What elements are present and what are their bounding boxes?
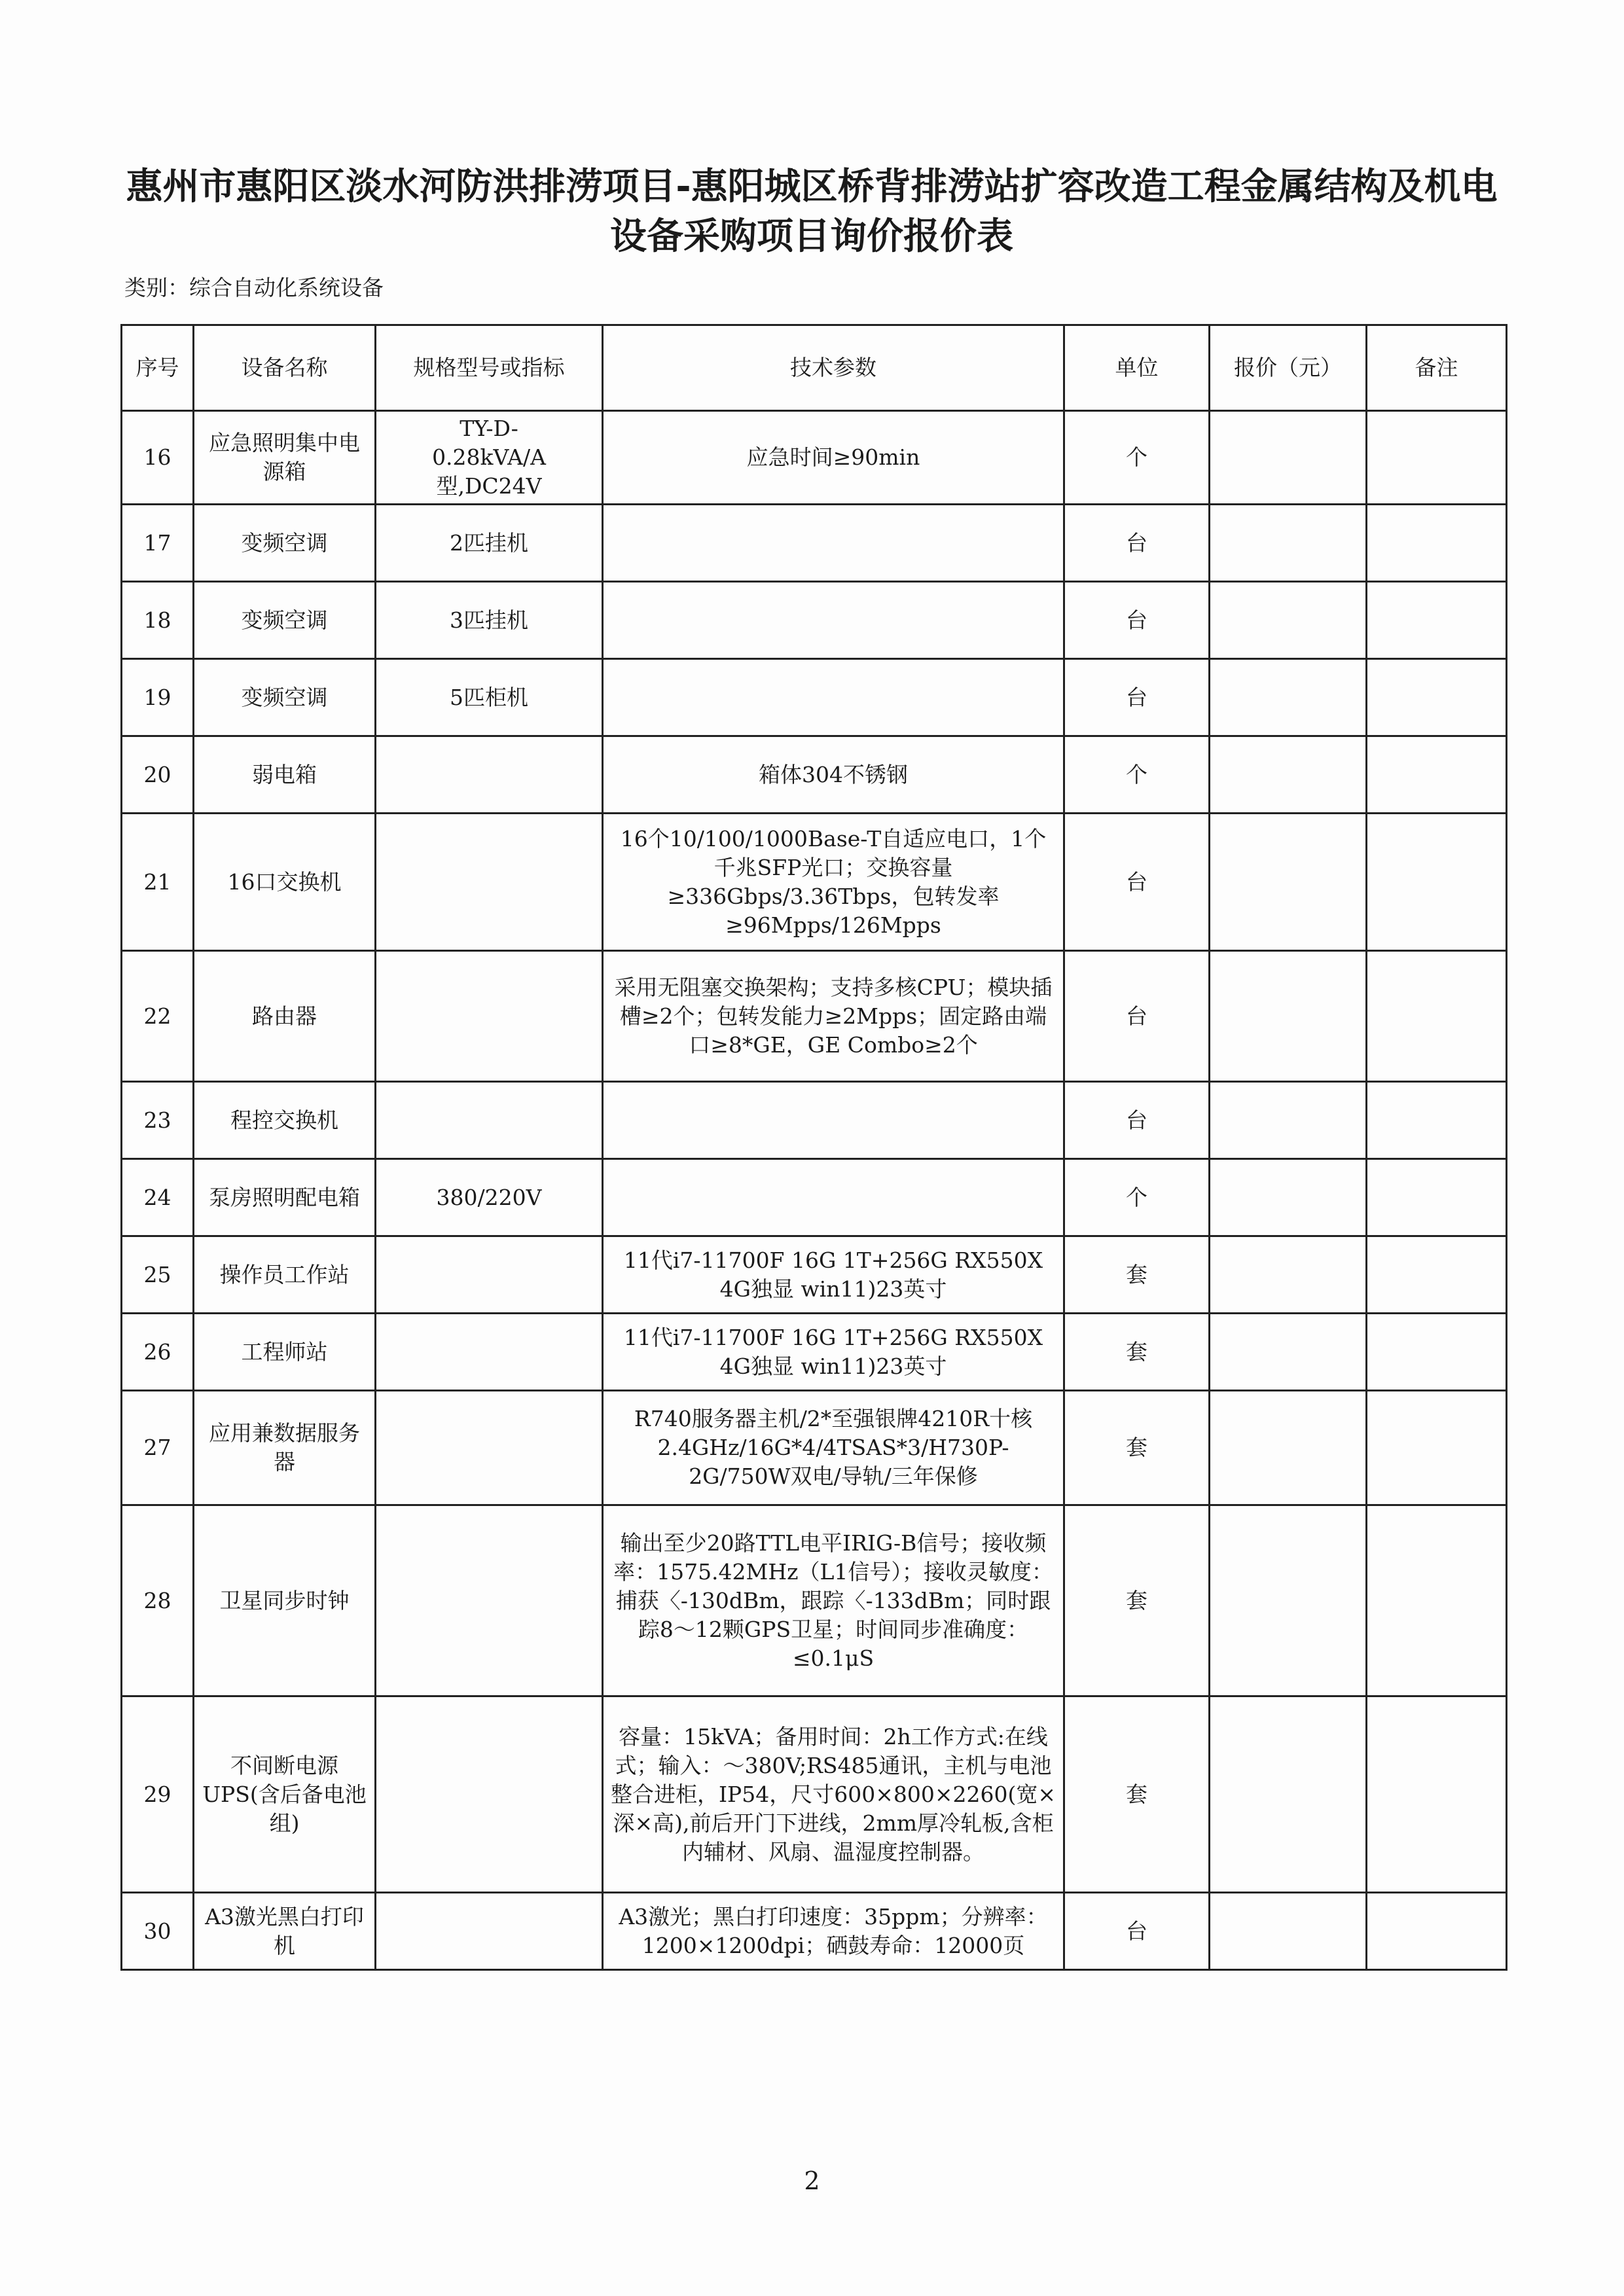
page-title-line1: 惠州市惠阳区淡水河防洪排涝项目-惠阳城区桥背排涝站扩容改造工程金属结构及机电: [126, 166, 1498, 208]
table-row: [122, 505, 1507, 582]
cell-params: 11代i7-11700F 16G 1T+256G RX550X 4G独显 win11)23英寸: [603, 1236, 1064, 1314]
cell-no: 20: [122, 736, 194, 814]
cell-unit: 台: [1064, 1082, 1210, 1159]
cell-unit: 个: [1064, 411, 1210, 505]
cell-price: [1210, 505, 1367, 582]
table-row: [122, 1314, 1507, 1391]
cell-price: [1210, 1082, 1367, 1159]
header-no: 序号: [122, 325, 194, 411]
cell-unit: 套: [1064, 1314, 1210, 1391]
cell-name: 变频空调: [194, 505, 376, 582]
table-row: [122, 1505, 1507, 1696]
cell-params: A3激光；黑白打印速度：35ppm；分辨率：1200×1200dpi；硒鼓寿命：12000页: [603, 1893, 1064, 1970]
cell-price: [1210, 814, 1367, 951]
table-row: [122, 736, 1507, 814]
table-header-row: [122, 325, 1507, 411]
cell-remark: [1367, 736, 1507, 814]
cell-params: 11代i7-11700F 16G 1T+256G RX550X 4G独显 win11)23英寸: [603, 1314, 1064, 1391]
cell-name: 变频空调: [194, 582, 376, 659]
cell-price: [1210, 951, 1367, 1082]
cell-name: 操作员工作站: [194, 1236, 376, 1314]
header-model: 规格型号或指标: [376, 325, 603, 411]
cell-model: 5匹柜机: [376, 659, 603, 736]
cell-params: [603, 659, 1064, 736]
cell-params: 输出至少20路TTL电平IRIG-B信号；接收频率：1575.42MHz（L1信号）；接收灵敏度：捕获〈-130dBm，跟踪〈-133dBm；同时跟踪8～12颗GPS卫星；时间同步准确度：≤0.1μS: [603, 1505, 1064, 1696]
cell-params: 容量：15kVA；备用时间：2h工作方式:在线式；输入：～380V;RS485通讯，主机与电池整合进柜，IP54，尺寸600×800×2260(宽×深×高),前后开门下进线，2mm厚冷轧板,含柜内辅材、风扇、温湿度控制器。: [603, 1696, 1064, 1893]
cell-name: 路由器: [194, 951, 376, 1082]
cell-name: 工程师站: [194, 1314, 376, 1391]
cell-remark: [1367, 1314, 1507, 1391]
cell-name: 泵房照明配电箱: [194, 1159, 376, 1236]
cell-name: 应用兼数据服务器: [194, 1391, 376, 1505]
cell-remark: [1367, 1082, 1507, 1159]
cell-price: [1210, 736, 1367, 814]
cell-price: [1210, 1505, 1367, 1696]
header-name: 设备名称: [194, 325, 376, 411]
header-unit: 单位: [1064, 325, 1210, 411]
cell-price: [1210, 1391, 1367, 1505]
cell-remark: [1367, 505, 1507, 582]
cell-no: 24: [122, 1159, 194, 1236]
cell-model: [376, 1236, 603, 1314]
cell-no: 27: [122, 1391, 194, 1505]
quotation-table: [120, 324, 1507, 1971]
cell-model: TY-D- 0.28kVA/A型,DC24V: [376, 411, 603, 505]
table-row: [122, 1159, 1507, 1236]
cell-model: [376, 1893, 603, 1970]
cell-no: 25: [122, 1236, 194, 1314]
cell-price: [1210, 1159, 1367, 1236]
page-title-line2: 设备采购项目询价报价表: [610, 215, 1013, 258]
cell-params: [603, 505, 1064, 582]
cell-remark: [1367, 1236, 1507, 1314]
cell-remark: [1367, 1391, 1507, 1505]
cell-price: [1210, 1314, 1367, 1391]
cell-remark: [1367, 1159, 1507, 1236]
cell-name: 卫星同步时钟: [194, 1505, 376, 1696]
cell-no: 17: [122, 505, 194, 582]
cell-price: [1210, 1696, 1367, 1893]
cell-price: [1210, 411, 1367, 505]
cell-no: 19: [122, 659, 194, 736]
cell-params: 16个10/100/1000Base-T自适应电口，1个千兆SFP光口；交换容量≥336Gbps/3.36Tbps，包转发率≥96Mpps/126Mpps: [603, 814, 1064, 951]
cell-remark: [1367, 1696, 1507, 1893]
cell-params: [603, 1159, 1064, 1236]
cell-unit: 台: [1064, 505, 1210, 582]
table-row: [122, 411, 1507, 505]
page-title: [98, 162, 1525, 262]
table-row: [122, 814, 1507, 951]
cell-unit: 个: [1064, 1159, 1210, 1236]
cell-name: 变频空调: [194, 659, 376, 736]
table-row: [122, 1391, 1507, 1505]
cell-unit: 台: [1064, 582, 1210, 659]
cell-unit: 套: [1064, 1505, 1210, 1696]
cell-no: 28: [122, 1505, 194, 1696]
table-row: [122, 659, 1507, 736]
cell-remark: [1367, 951, 1507, 1082]
cell-no: 23: [122, 1082, 194, 1159]
cell-unit: 套: [1064, 1391, 1210, 1505]
cell-model: 3匹挂机: [376, 582, 603, 659]
cell-no: 21: [122, 814, 194, 951]
cell-unit: 台: [1064, 951, 1210, 1082]
cell-model: [376, 1696, 603, 1893]
table-body: [122, 411, 1507, 1970]
cell-price: [1210, 659, 1367, 736]
table-row: [122, 1236, 1507, 1314]
cell-unit: 套: [1064, 1696, 1210, 1893]
cell-model: [376, 1505, 603, 1696]
header-price: 报价（元）: [1210, 325, 1367, 411]
cell-model: [376, 1314, 603, 1391]
cell-name: 弱电箱: [194, 736, 376, 814]
cell-model: [376, 1082, 603, 1159]
cell-price: [1210, 582, 1367, 659]
cell-no: 26: [122, 1314, 194, 1391]
table-row: [122, 951, 1507, 1082]
cell-params: R740服务器主机/2*至强银牌4210R十核2.4GHz/16G*4/4TSAS*3/H730P-2G/750W双电/导轨/三年保修: [603, 1391, 1064, 1505]
cell-remark: [1367, 1893, 1507, 1970]
cell-name: A3激光黑白打印机: [194, 1893, 376, 1970]
cell-unit: 套: [1064, 1236, 1210, 1314]
cell-model: [376, 951, 603, 1082]
cell-params: 采用无阻塞交换架构；支持多核CPU；模块插槽≥2个；包转发能力≥2Mpps；固定路由端口≥8*GE，GE Combo≥2个: [603, 951, 1064, 1082]
cell-unit: 台: [1064, 1893, 1210, 1970]
cell-unit: 个: [1064, 736, 1210, 814]
cell-no: 22: [122, 951, 194, 1082]
table-row: [122, 1893, 1507, 1970]
cell-params: 箱体304不锈钢: [603, 736, 1064, 814]
cell-params: 应急时间≥90min: [603, 411, 1064, 505]
cell-params: [603, 1082, 1064, 1159]
cell-name: 16口交换机: [194, 814, 376, 951]
cell-model: [376, 1391, 603, 1505]
cell-remark: [1367, 1505, 1507, 1696]
cell-price: [1210, 1236, 1367, 1314]
cell-no: 30: [122, 1893, 194, 1970]
cell-unit: 台: [1064, 814, 1210, 951]
cell-remark: [1367, 582, 1507, 659]
cell-remark: [1367, 411, 1507, 505]
table-row: [122, 1082, 1507, 1159]
cell-model: 380/220V: [376, 1159, 603, 1236]
cell-name: 应急照明集中电源箱: [194, 411, 376, 505]
cell-no: 29: [122, 1696, 194, 1893]
cell-no: 16: [122, 411, 194, 505]
header-remark: 备注: [1367, 325, 1507, 411]
cell-remark: [1367, 659, 1507, 736]
cell-model: [376, 736, 603, 814]
cell-name: 程控交换机: [194, 1082, 376, 1159]
cell-params: [603, 582, 1064, 659]
page-number: 2: [804, 2166, 820, 2195]
cell-unit: 台: [1064, 659, 1210, 736]
cell-name: 不间断电源UPS(含后备电池组): [194, 1696, 376, 1893]
header-params: 技术参数: [603, 325, 1064, 411]
cell-no: 18: [122, 582, 194, 659]
cell-price: [1210, 1893, 1367, 1970]
cell-remark: [1367, 814, 1507, 951]
table-row: [122, 582, 1507, 659]
cell-model: 2匹挂机: [376, 505, 603, 582]
table-row: [122, 1696, 1507, 1893]
cell-model: [376, 814, 603, 951]
category-label: 类别：综合自动化系统设备: [124, 275, 384, 300]
